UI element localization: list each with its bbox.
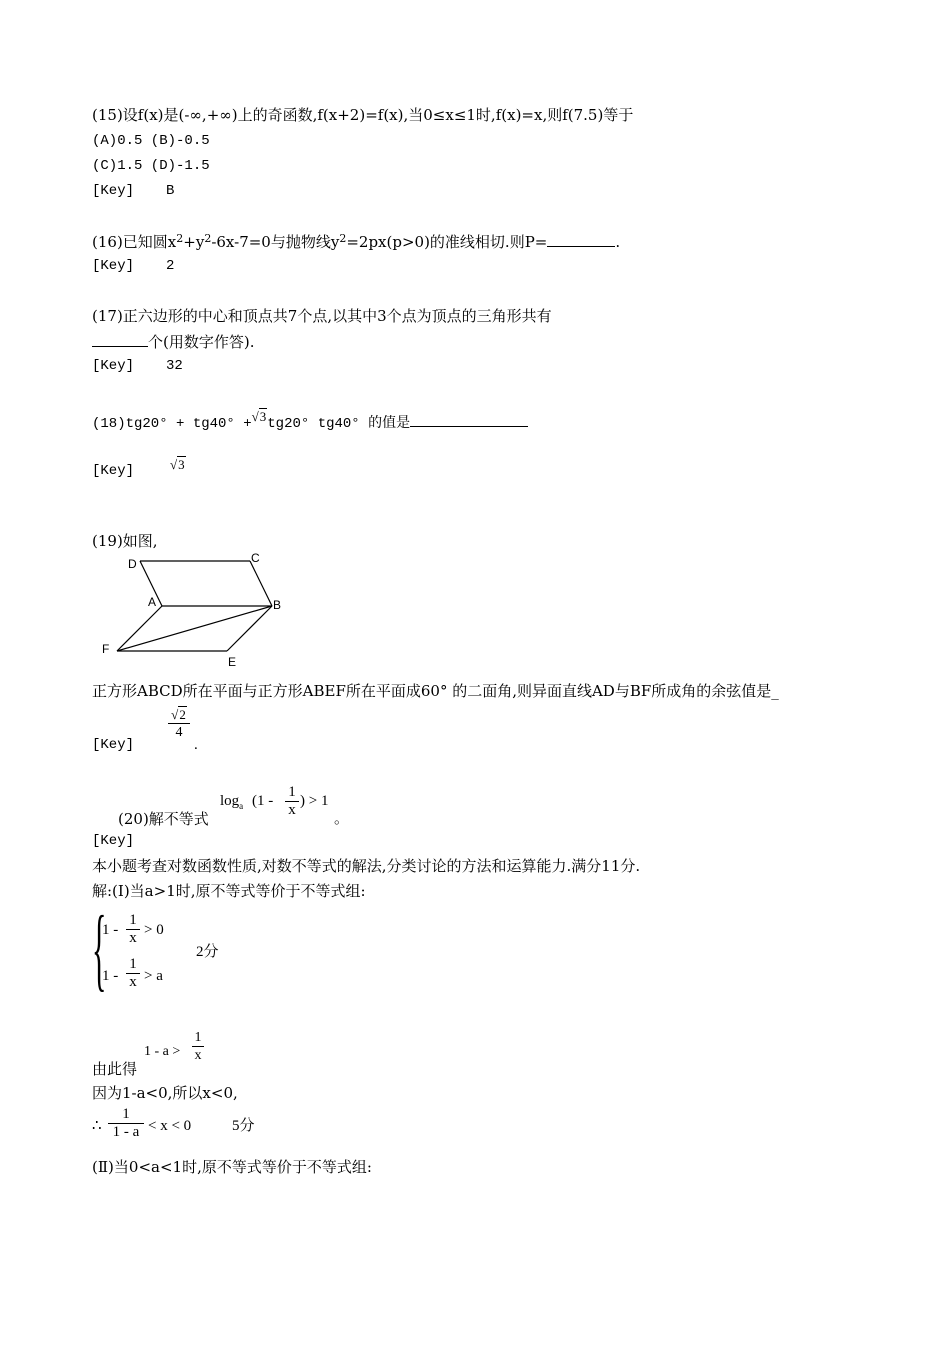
q15-key-value: B <box>166 183 175 199</box>
q20-sys-row2-a: 1 - <box>102 968 119 984</box>
q18-answer-blank <box>410 412 528 427</box>
q19-key-den: 4 <box>175 725 183 740</box>
q20-derive-label: 由此得 <box>92 1060 138 1078</box>
q16-key-label: [Key] <box>92 258 135 274</box>
q20-derive-frac: 1 x <box>192 1029 204 1064</box>
figure-label-e: E <box>228 655 237 669</box>
q19-figure <box>90 548 300 670</box>
q20-sys-row2-frac: 1 x <box>126 956 140 991</box>
q20-result-b: < x < 0 <box>148 1118 192 1134</box>
q20-derive-a: 1 - a > <box>144 1044 181 1059</box>
q19-stem-text: 正方形ABCD所在平面与正方形ABEF所在平面成60° 的二面角,则异面直线AD与BF所成角的余弦值是_ <box>92 682 779 700</box>
q17-stem-line1: (17)正六边形的中心和顶点共7个点,以其中3个点为顶点的三角形共有 <box>92 307 552 325</box>
q18-sqrt: √3 <box>251 409 267 424</box>
q19-key-label: [Key] <box>92 737 135 753</box>
q15-stem: (15)设f(x)是(-∞,+∞)上的奇函数,f(x+2)=f(x),当0≤x≤1时,f(x)=x,则f(7.5)等于 <box>92 106 634 124</box>
q20-paren-open: (1 - <box>252 793 274 809</box>
q17-key-value: 32 <box>166 358 183 374</box>
q19-key-num: √2 <box>171 707 186 722</box>
q19-stem-intro: (19)如图, <box>92 532 158 550</box>
q20-result-frac: 1 1 - a <box>108 1106 144 1141</box>
figure-label-a: A <box>148 595 157 609</box>
q20-score-1: 2分 <box>196 944 219 960</box>
q20-because: 因为1-a<0,所以x<0, <box>92 1084 238 1102</box>
q20-key-label: [Key] <box>92 833 135 849</box>
q20-sys-row2-b: > a <box>144 968 163 984</box>
q20-sys-row1-a: 1 - <box>102 922 119 938</box>
q15-options-ab: (A)0.5 (B)-0.5 <box>92 133 210 149</box>
q18-stem: (18)tg20° + tg40° +√3tg20° tg40° 的值是 <box>92 412 528 433</box>
q19-key-fraction <box>168 706 190 741</box>
q20-stem-end: 。 <box>334 811 350 827</box>
figure-label-d: D <box>128 557 137 571</box>
figure-label-c: C <box>251 551 260 565</box>
q20-description: 本小题考查对数函数性质,对数不等式的解法,分类讨论的方法和运算能力.满分11分. <box>92 857 641 875</box>
q15-options-cd: (C)1.5 (D)-1.5 <box>92 158 210 174</box>
q15-key-label: [Key] <box>92 183 135 199</box>
q20-system-brace: { <box>92 898 107 1002</box>
q20-score-2: 5分 <box>232 1118 255 1134</box>
q16-stem: (16)已知圆$x^2+y^2-6x-7=0$与抛物线$y^2=2px(p>0)$的准线相切.则P= . <box>92 232 621 251</box>
q20-case2: (Ⅱ)当0<a<1时,原不等式等价于不等式组: <box>92 1158 372 1176</box>
figure-label-f: F <box>102 642 110 656</box>
q16-answer-blank <box>547 232 615 247</box>
q18-key-sqrt: √3 <box>170 457 185 472</box>
q17-stem-line2: 个(用数字作答). <box>92 332 254 351</box>
q20-sys-row1-frac: 1 x <box>126 912 140 947</box>
q18-key-label: [Key] <box>92 463 135 479</box>
q20-therefore: ∴ <box>92 1118 102 1134</box>
q20-sys-row1-b: > 0 <box>144 922 164 938</box>
q20-paren-close: ) > 1 <box>300 793 329 809</box>
q20-fraction: 1 x <box>285 784 299 819</box>
q20-stem: (20)解不等式 <box>118 810 209 828</box>
q20-log: $\log_a$ <box>220 793 244 811</box>
q17-answer-blank <box>92 332 148 347</box>
figure-label-b: B <box>273 598 282 612</box>
q17-key-label: [Key] <box>92 358 135 374</box>
q16-key-value: 2 <box>166 258 175 274</box>
q20-case1: 解:(Ⅰ)当a>1时,原不等式等价于不等式组: <box>92 882 366 900</box>
q19-key-end: . <box>194 737 198 753</box>
